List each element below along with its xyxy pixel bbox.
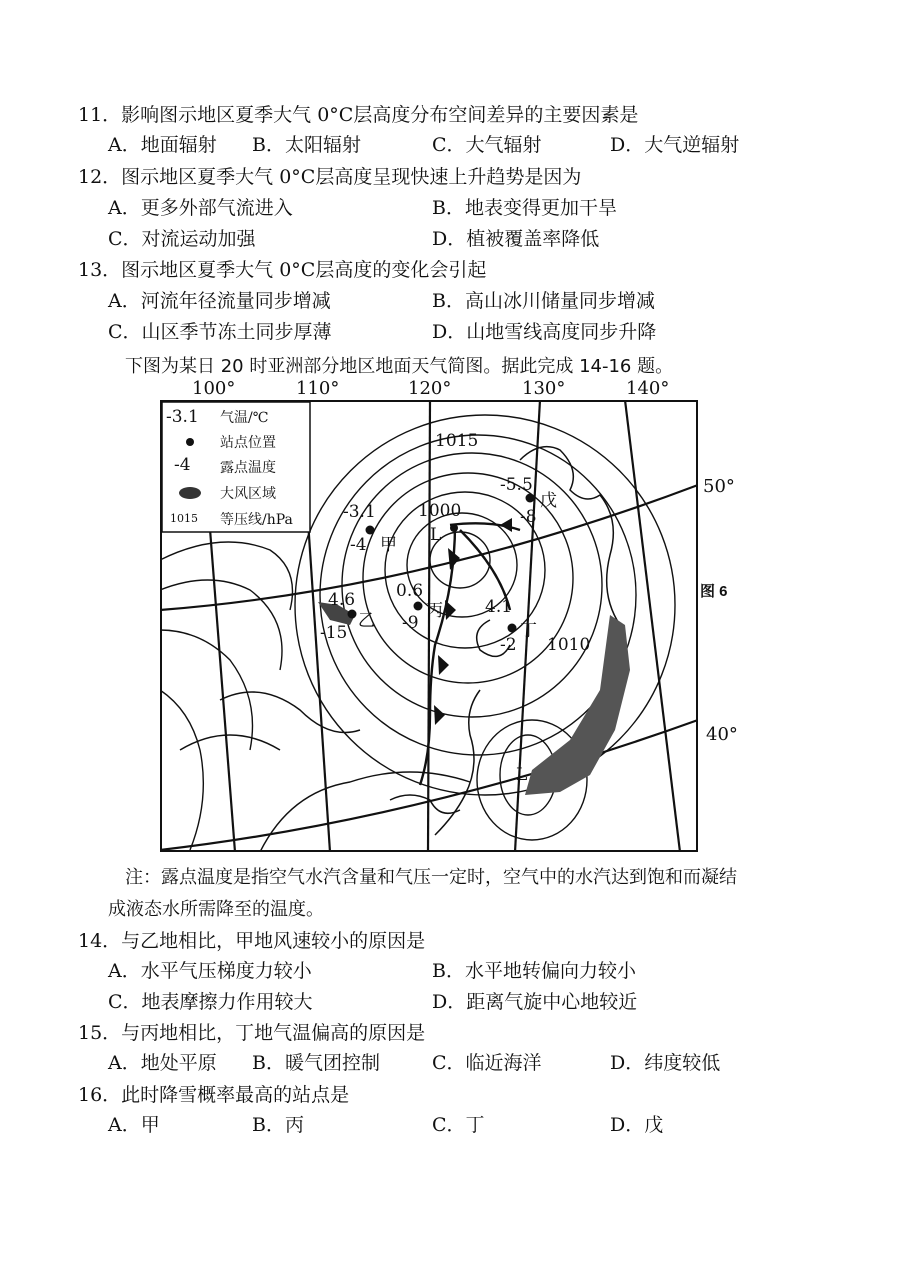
q15-option-d[interactable]: D．纬度较低 <box>610 1052 721 1074</box>
q11-option-a[interactable]: A．地面辐射 <box>108 134 217 156</box>
q11-stem: 11．影响图示地区夏季大气 0°C层高度分布空间差异的主要因素是 <box>78 104 639 126</box>
station-wu-label: 戊 <box>540 491 557 511</box>
isobar-1010: 1010 <box>547 635 591 655</box>
station-ding <box>508 624 517 633</box>
legend-wind-icon <box>179 487 201 499</box>
lon-120: 120° <box>408 378 452 399</box>
bing-dew: -9 <box>402 613 419 633</box>
q13-stem: 13．图示地区夏季大气 0°C层高度的变化会引起 <box>78 259 487 281</box>
station-ding-label: 丁 <box>520 621 537 641</box>
q14-option-a[interactable]: A．水平气压梯度力较小 <box>108 960 312 982</box>
legend-dew: 露点温度 <box>220 460 276 476</box>
q12-option-d[interactable]: D．植被覆盖率降低 <box>432 228 600 250</box>
q12-option-b[interactable]: B．地表变得更加干旱 <box>432 197 617 219</box>
isobar-1000: 1000 <box>418 501 462 521</box>
ding-temp: 4.1 <box>485 597 513 617</box>
q16-option-a[interactable]: A．甲 <box>108 1114 160 1136</box>
legend-station: 站点位置 <box>220 435 276 451</box>
q12-stem: 12．图示地区夏季大气 0°C层高度呈现快速上升趋势是因为 <box>78 166 582 188</box>
q13-option-b[interactable]: B．高山冰川储量同步增减 <box>432 290 655 312</box>
jia-temp: -3.1 <box>343 502 376 522</box>
legend-temp-value: -3.1 <box>166 407 199 427</box>
figure-label: 图 6 <box>700 583 728 600</box>
legend-temp: 气温/℃ <box>220 410 269 426</box>
ding-dew: -2 <box>500 635 517 655</box>
lon-130: 130° <box>522 378 566 399</box>
legend-wind: 大风区域 <box>220 486 276 502</box>
lon-100: 100° <box>192 378 236 399</box>
weather-map <box>160 400 698 852</box>
q11-option-d[interactable]: D．大气逆辐射 <box>610 134 740 156</box>
q12-option-c[interactable]: C．对流运动加强 <box>108 228 256 250</box>
q15-option-c[interactable]: C．临近海洋 <box>432 1052 542 1074</box>
station-yi-label: 乙 <box>358 611 375 631</box>
q13-option-c[interactable]: C．山区季节冻土同步厚薄 <box>108 321 332 343</box>
q15-option-a[interactable]: A．地处平原 <box>108 1052 217 1074</box>
q12-option-a[interactable]: A．更多外部气流进入 <box>108 197 293 219</box>
q11-option-c[interactable]: C．大气辐射 <box>432 134 542 156</box>
legend-isobar-value: 1015 <box>170 512 198 525</box>
station-jia-label: 甲 <box>380 535 397 555</box>
yi-dew: -15 <box>320 623 348 643</box>
q16-stem: 16．此时降雪概率最高的站点是 <box>78 1084 350 1106</box>
station-bing <box>414 602 423 611</box>
q15-option-b[interactable]: B．暖气团控制 <box>252 1052 380 1074</box>
legend-isobar: 等压线/hPa <box>220 512 293 528</box>
legend-dew-value: -4 <box>174 455 191 475</box>
legend-station-icon <box>186 438 194 446</box>
q16-option-d[interactable]: D．戊 <box>610 1114 664 1136</box>
note-line-2: 成液态水所需降至的温度。 <box>108 899 324 920</box>
lon-110: 110° <box>296 378 340 399</box>
q16-option-b[interactable]: B．丙 <box>252 1114 304 1136</box>
figure-intro: 下图为某日 20 时亚洲部分地区地面天气简图。据此完成 14-16 题。 <box>125 356 674 377</box>
q14-option-c[interactable]: C．地表摩擦力作用较大 <box>108 991 313 1013</box>
station-yi <box>348 610 357 619</box>
q16-option-c[interactable]: C．丁 <box>432 1114 485 1136</box>
low-center-label: L <box>430 525 442 545</box>
low-center-label-2: L <box>516 765 528 785</box>
legend <box>162 402 310 532</box>
lat-50: 50° <box>703 476 735 497</box>
q14-option-d[interactable]: D．距离气旋中心地较近 <box>432 991 638 1013</box>
isobar-1015: 1015 <box>435 431 479 451</box>
wu-dew: -8 <box>520 507 537 527</box>
bing-temp: 0.6 <box>396 581 424 601</box>
note-line-1: 注：露点温度是指空气水汽含量和气压一定时，空气中的水汽达到饱和而凝结 <box>125 867 737 888</box>
q15-stem: 15．与丙地相比，丁地气温偏高的原因是 <box>78 1022 426 1044</box>
station-jia <box>366 526 375 535</box>
q11-option-b[interactable]: B．太阳辐射 <box>252 134 361 156</box>
q14-option-b[interactable]: B．水平地转偏向力较小 <box>432 960 636 982</box>
yi-temp: 4.6 <box>328 590 356 610</box>
q13-option-d[interactable]: D．山地雪线高度同步升降 <box>432 321 657 343</box>
station-bing-label: 丙 <box>426 601 443 621</box>
lat-40: 40° <box>706 724 738 745</box>
wu-temp: -5.5 <box>500 475 533 495</box>
q13-option-a[interactable]: A．河流年径流量同步增减 <box>108 290 331 312</box>
jia-dew: -4 <box>350 535 367 555</box>
q14-stem: 14．与乙地相比，甲地风速较小的原因是 <box>78 930 426 952</box>
lon-140: 140° <box>626 378 670 399</box>
